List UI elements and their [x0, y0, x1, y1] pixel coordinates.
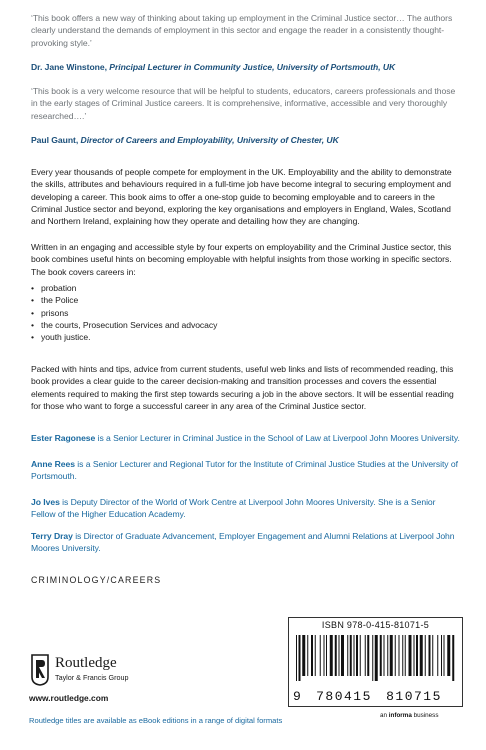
publisher-name: Routledge	[55, 655, 117, 671]
author-bio	[31, 530, 461, 555]
barcode-bar	[347, 635, 348, 676]
publisher-group: Taylor & Francis Group	[55, 673, 129, 682]
barcode-bar	[416, 635, 418, 676]
author-description: is Deputy Director of the World of Work Centre at Liverpool John Moores University. She is a Senior Fellow of the Higher Education Academy.	[31, 497, 436, 520]
author-description: is a Senior Lecturer in Criminal Justice in the School of Law at Liverpool John Moores University.	[95, 433, 460, 443]
barcode-bar	[441, 635, 442, 676]
barcode-bar	[390, 635, 393, 676]
endorsement-quote: ‘This book is a very welcome resource that will be helpful to students, educators, careers professionals and those in the early stages of Criminal Justice careers. It is comprehensive, informative, accessible and very thoroughly researched….’	[31, 86, 456, 121]
barcode-bar	[367, 635, 369, 676]
isbn-number: ISBN 978-0-415-81071-5	[321, 620, 430, 630]
barcode-bar	[341, 635, 344, 676]
barcode-bar	[437, 635, 438, 676]
list-item: • youth justice.	[31, 331, 461, 343]
careers-list	[31, 282, 461, 343]
publisher-website: www.routledge.com	[29, 693, 109, 703]
routledge-emblem-icon	[29, 653, 51, 687]
endorsement-quote: ‘This book offers a new way of thinking about taking up employment in the Criminal Justice sector… The authors clearly understand the demands of employment in this sector and engage the reader in a consistently thought-provoking style.’	[31, 13, 453, 48]
barcode-bar	[452, 635, 454, 681]
author-bio	[31, 496, 461, 521]
barcode-digits	[293, 689, 458, 704]
author-name: Ester Ragonese	[31, 433, 96, 443]
barcode-bar	[405, 635, 406, 676]
barcode-bar	[302, 635, 305, 676]
list-item: • the Police	[31, 294, 461, 306]
author-name: Anne Rees	[31, 459, 75, 469]
barcode-bar	[420, 635, 423, 676]
barcode-bar	[311, 635, 313, 676]
isbn-barcode	[288, 617, 463, 707]
barcode-bar	[339, 635, 340, 676]
ebook-availability-note: Routledge titles are available as eBook editions in a range of digital formats	[29, 716, 283, 725]
barcode-bar	[296, 635, 297, 681]
author-name: Terry Dray	[31, 531, 73, 541]
barcode-bar	[395, 635, 396, 676]
informa-prefix: an	[380, 712, 389, 719]
barcode-bar	[307, 635, 308, 676]
subject-category: CRIMINOLOGY/CAREERS	[31, 575, 162, 585]
list-item: • the courts, Prosecution Services and advocacy	[31, 319, 461, 331]
barcode-bar	[354, 635, 355, 676]
informa-business-label	[380, 712, 438, 719]
barcode-bar	[444, 635, 445, 676]
informa-suffix: business	[411, 712, 439, 719]
barcode-bar	[356, 635, 358, 676]
barcode-bar	[399, 635, 400, 676]
barcode-bar	[350, 635, 352, 676]
barcode-bar	[365, 635, 366, 676]
barcode-bar	[320, 635, 321, 676]
barcode-bar	[324, 635, 325, 676]
barcode-bar	[360, 635, 361, 676]
barcode-digit-group: 810715	[386, 689, 442, 704]
endorser-name: Dr. Jane Winstone,	[31, 62, 107, 72]
barcode-bar	[330, 635, 333, 676]
barcode-bar	[425, 635, 426, 676]
barcode-bar	[384, 635, 385, 676]
description-paragraph: Packed with hints and tips, advice from current students, useful web links and lists of recommended reading, this book provides a clear guide to the career decision-making and transition processes and covers the essential elements required to making the first step towards securing a job in the above sectors. It will be essential reading for those who want to forge a successful career in any area of the Criminal Justice sector.	[31, 364, 454, 411]
informa-brand: informa	[388, 712, 412, 719]
author-name: Jo Ives	[31, 497, 60, 507]
barcode-bar	[402, 635, 403, 676]
barcode-bar	[387, 635, 388, 676]
list-item: • probation	[31, 282, 461, 294]
endorser-name: Paul Gaunt,	[31, 135, 79, 145]
endorsement-attribution	[31, 61, 461, 73]
list-item: • prisons	[31, 307, 461, 319]
barcode-bar	[299, 635, 301, 681]
description-paragraph: Written in an engaging and accessible style by four experts on employability and the Criminal Justice sector, this book combines useful hints on becoming employable with helpful insights from those working in specific sectors. The book covers careers in:	[31, 242, 452, 277]
barcode-bar	[335, 635, 337, 676]
author-description: is a Senior Lecturer and Regional Tutor for the Institute of Criminal Justice Studies at the University of Portsmouth.	[31, 459, 458, 482]
endorsement-attribution	[31, 134, 461, 146]
barcode-digit-prefix: 9	[293, 689, 303, 704]
barcode-bar	[414, 635, 415, 676]
author-bio	[31, 458, 461, 483]
barcode-bar	[429, 635, 431, 676]
author-bio	[31, 432, 461, 444]
barcode-bar	[409, 635, 412, 676]
barcode-bar	[447, 635, 450, 676]
barcode-bar	[372, 635, 373, 681]
barcode-bar	[315, 635, 316, 676]
barcode-bar	[380, 635, 382, 676]
endorser-title: Director of Careers and Employability, University of Chester, UK	[80, 135, 339, 145]
barcode-bar	[375, 635, 378, 681]
publisher-logo	[29, 652, 189, 688]
endorser-title: Principal Lecturer in Community Justice, University of Portsmouth, UK	[109, 62, 396, 72]
barcode-bars	[294, 635, 457, 681]
barcode-bar	[326, 635, 327, 676]
barcode-digit-group: 780415	[316, 689, 372, 704]
barcode-bar	[432, 635, 433, 676]
description-paragraph: Every year thousands of people compete for employment in the UK. Employability and the ability to demonstrate the skills, attributes and behaviours required in a full-time job have become integral to securing employment and developing a career. This book aims to offer a one-stop guide to becoming employable and to careers in the Criminal Justice sector and beyond, exploring the key organisations and employers in England, Wales, Scotland and Northern Ireland, explaining how they operate and detailing how they are changing.	[31, 167, 452, 227]
author-description: is Director of Graduate Advancement, Employer Engagement and Alumni Relations at Liverpool John Moores University.	[31, 531, 455, 554]
